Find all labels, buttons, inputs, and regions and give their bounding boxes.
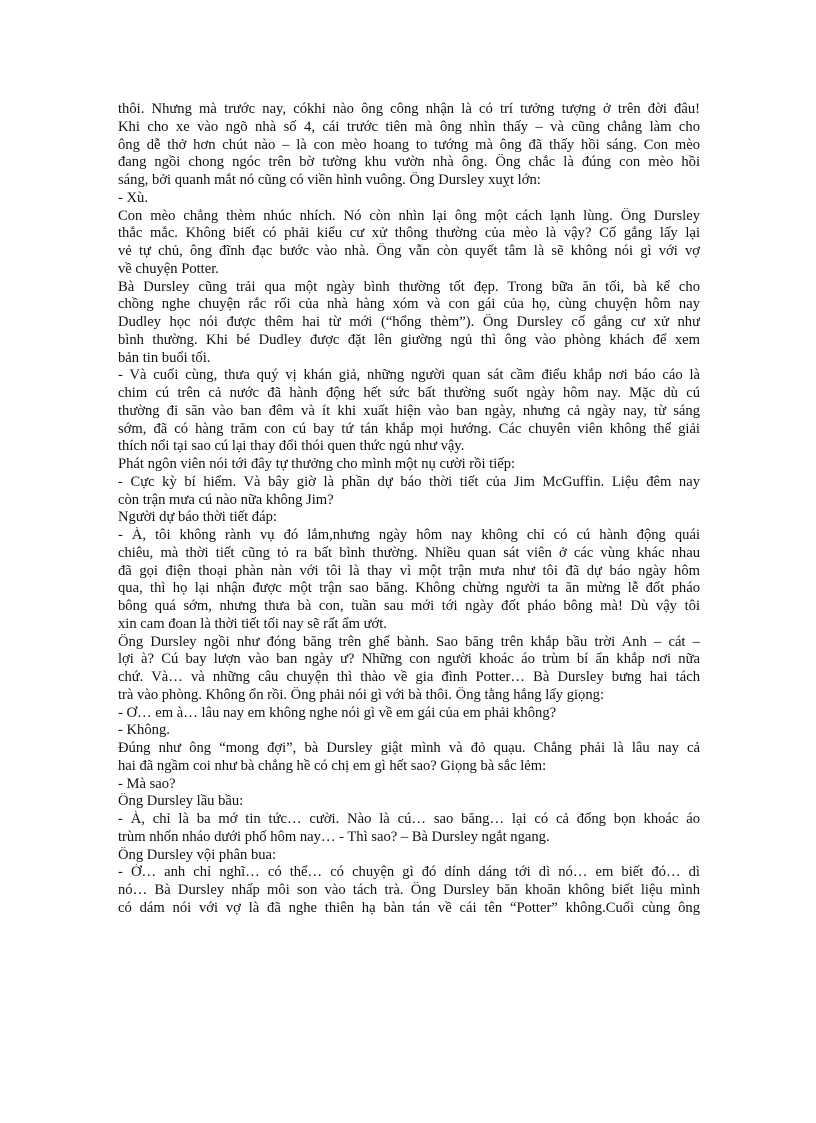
text-line: Bà Dursley cũng trải qua một ngày bình thường tốt đẹp. Trong bữa ăn tối, bà kể cho: [118, 278, 700, 295]
text-line: về chuyện Potter.: [118, 260, 219, 277]
text-line: Đúng như ông “mong đợi”, bà Dursley giật mình và đỏ quạu. Chẳng phải là lâu nay cả: [118, 740, 700, 756]
text-line: thường đi săn vào ban đêm và ít khi xuất hiện vào ban ngày, nhưng cả ngày nay, từ sáng: [118, 402, 700, 419]
text-line: sớm, đã có hàng trăm con cú bay tứ tán khắp mọi hướng. Các chuyên viên không thể giải: [118, 420, 700, 437]
text-line: chim cú trên cả nước đã hành động hết sức bất thường suốt ngày hôm nay. Mặc dù cú: [118, 385, 700, 401]
text-line: ông dễ thở hơn chút nào – là con mèo hoang to tướng mà ông đã thấy hồi sáng. Con mèo: [118, 136, 700, 153]
text-line: thích nổi tại sao cú lại thay đổi thói quen thức ngủ như vậy.: [118, 438, 465, 455]
text-line: bản tin buổi tối.: [118, 349, 211, 366]
text-line: - À, tôi không rành vụ đó lắm,nhưng ngày hôm nay không chỉ có cú hành động quái: [118, 527, 700, 543]
text-line: sáng, bởi quanh mắt nó cũng có viền hình vuông. Ông Dursley xuỵt lớn:: [118, 172, 541, 188]
text-line: có dám nói với vợ là đã nghe thiên hạ bàn tán về cái tên “Potter” không.Cuối cùng ông: [118, 899, 700, 916]
text-line: - Mà sao?: [118, 775, 176, 792]
text-line: Phát ngôn viên nói tới đây tự thưởng cho mình một nụ cười rồi tiếp:: [118, 456, 516, 472]
text-line: - Xù.: [118, 189, 148, 206]
text-line: hai đã ngầm coi như bà chẳng hề có chị em gì hết sao? Giọng bà sắc lẻm:: [118, 757, 547, 774]
text-line: bông quá sớm, nhưng thưa bà con, tuần sau mới tới ngày đốt pháo bông mà! Dù vậy tôi: [118, 598, 700, 614]
text-line: - À, chỉ là ba mớ tin tức… cười. Nào là cú… sao băng… lại có cả đống bọn khoác áo: [118, 811, 700, 827]
text-line: đã gọi điện thoại phàn nàn với tôi là thay vì một trận mưa như tôi đã dự báo ngày hôm: [118, 562, 700, 579]
text-line: chiêu, mà thời tiết cũng tỏ ra bất bình thường. Nhiều quan sát viên ở các vùng khác nhau: [118, 544, 700, 561]
text-line: Ông Dursley ngồi như đóng băng trên ghế bành. Sao băng trên khắp bầu trời Anh – cát –: [118, 633, 700, 650]
text-line: bình thường. Khi bé Dudley được đặt lên giường ngủ thì ông vào phòng khách để xem: [118, 331, 700, 348]
text-line: chứ. Và… và những câu chuyện thì thào về gia đình Potter… Bà Dursley bưng hai tách: [118, 669, 700, 685]
text-line: Dudley học nói được thêm hai từ mới (“hổng thèm”). Ông Dursley cố gắng cư xử như: [118, 314, 700, 330]
text-line: Ông Dursley lầu bầu:: [118, 793, 244, 810]
text-line: còn trận mưa cú nào nữa không Jim?: [118, 491, 334, 508]
text-line: thắc mắc. Không biết có phải kiểu cư xử thông thường của mèo là vậy? Cố gắng lấy lại: [118, 225, 700, 242]
text-line: xin cam đoan là thời tiết tối nay sẽ rất ẩm ướt.: [118, 615, 387, 632]
text-line: đang ngồi chong ngóc trên bờ tường khu vườn nhà ông. Ông chắc là đúng con mèo hồi: [118, 154, 700, 171]
text-line: vẻ tự chủ, ông đĩnh đạc bước vào nhà. Ông vẫn còn quyết tâm là sẽ không nói gì với vợ: [118, 243, 700, 259]
text-line: - Và cuối cùng, thưa quý vị khán giả, những người quan sát cầm điểu khắp nơi báo cáo là: [118, 367, 700, 384]
document-page: [118, 101, 700, 918]
text-line: Con mèo chẳng thèm nhúc nhích. Nó còn nhìn lại ông một cách lạnh lùng. Ông Dursley: [118, 207, 700, 224]
text-line: Ông Dursley vội phân bua:: [118, 846, 277, 863]
text-line: qua, thì họ lại nhận được một trận sao băng. Không chừng người ta ăn mừng lễ đốt pháo: [118, 580, 700, 597]
text-line: Khi cho xe vào ngõ nhà số 4, cái trước tiên mà ông nhìn thấy – và cũng chẳng làm cho: [118, 118, 700, 135]
text-line: lợi à? Cú bay lượn vào ban ngày ư? Những con người khoác áo trùm bí ẩn khắp nơi nữa: [118, 651, 700, 668]
text-line: nó… Bà Dursley nhấp môi son vào tách trà. Ông Dursley băn khoăn không biết liệu mình: [118, 882, 700, 898]
text-line: thôi. Nhưng mà trước nay, cókhi nào ông công nhận là có trí tưởng tượng ở trên đời đâu!: [118, 101, 700, 117]
text-line: - Không.: [118, 722, 170, 739]
text-line: trùm nhốn nháo dưới phố hôm nay… - Thì sao? – Bà Dursley ngắt ngang.: [118, 828, 550, 845]
text-line: - Cực kỳ bí hiểm. Và bây giờ là phần dự báo thời tiết của Jim McGuffin. Liệu đêm nay: [118, 473, 700, 490]
text-line: Người dự báo thời tiết đáp:: [118, 509, 277, 526]
text-line: - Ơ… em à… lâu nay em không nghe nói gì về em gái của em phải không?: [118, 704, 557, 721]
text-line: chồng nghe chuyện rắc rối của nhà hàng xóm và con gái của họ, cùng chuyện hôm nay: [118, 296, 700, 313]
text-line: - Ờ… anh chỉ nghĩ… có thể… có chuyện gì đó dính dáng tới dì nó… em biết đó… dì: [118, 864, 700, 881]
text-line: trà vào phòng. Không ổn rồi. Ông phải nói gì với bà thôi. Ông tằng hắng lấy giọng:: [118, 686, 605, 703]
